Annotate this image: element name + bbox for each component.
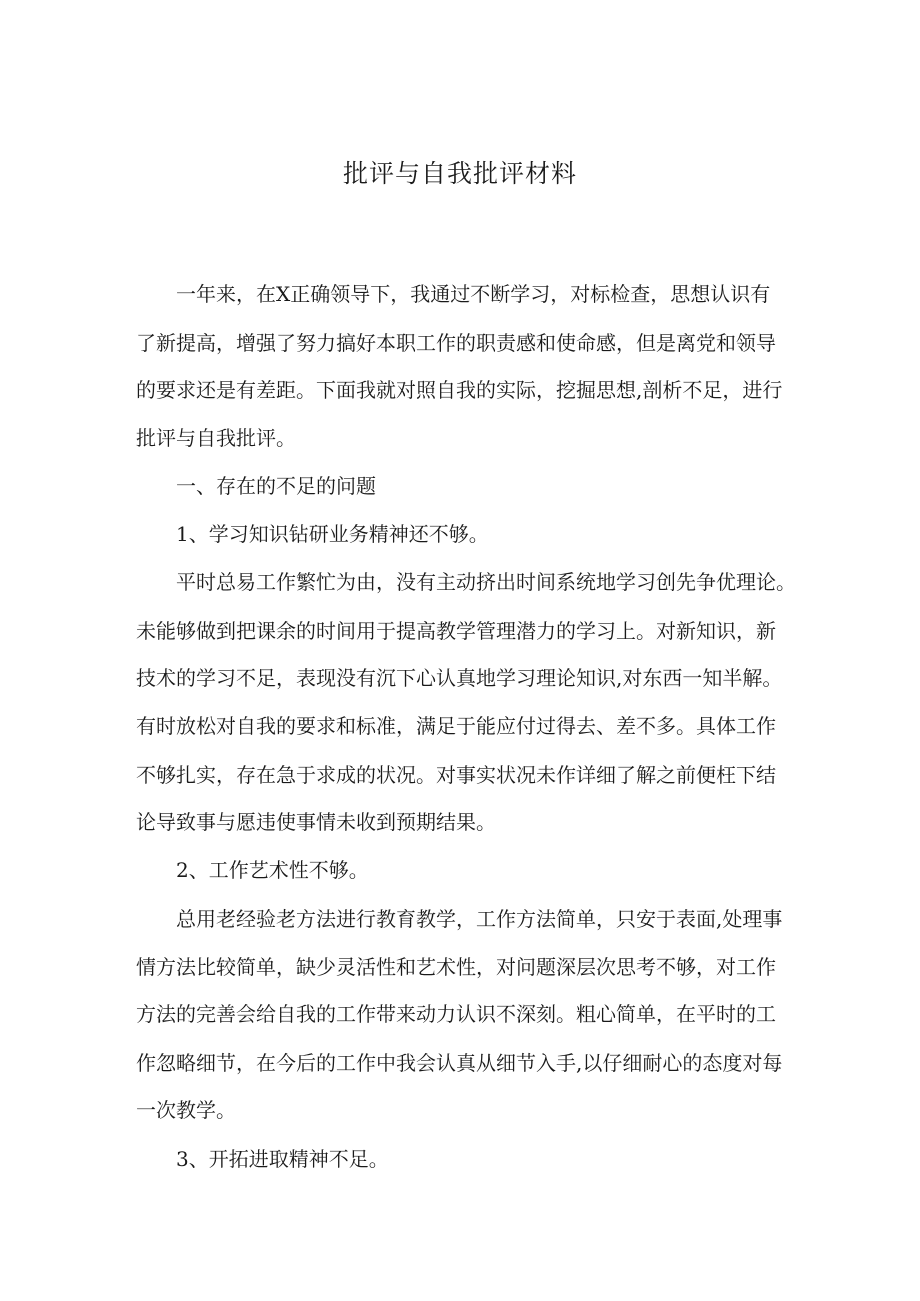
paragraph-line: 方法的完善会给自我的工作带来动力认识不深刻。粗心简单，在平时的工 bbox=[136, 1002, 776, 1026]
document-title: 批评与自我批评材料 bbox=[342, 159, 577, 188]
paragraph-line: 了新提高，增强了努力搞好本职工作的职责感和使命感，但是离党和领导 bbox=[136, 331, 776, 355]
section-heading: 一、存在的不足的问题 bbox=[176, 474, 376, 498]
subsection-heading: 3、开拓进取精神不足。 bbox=[176, 1147, 389, 1171]
paragraph-line: 未能够做到把课余的时间用于提高教学管理潜力的学习上。对新知识，新 bbox=[136, 619, 776, 643]
subsection-heading: 2、工作艺术性不够。 bbox=[176, 858, 369, 882]
paragraph-line: 总用老经验老方法进行教育教学，工作方法简单，只安于表面,处理事 bbox=[176, 907, 783, 931]
paragraph-line: 论导致事与愿违使事情未收到预期结果。 bbox=[136, 810, 496, 834]
paragraph-line: 作忽略细节，在今后的工作中我会认真从细节入手,以仔细耐心的态度对每 bbox=[136, 1051, 783, 1075]
subsection-heading: 1、学习知识钻研业务精神还不够。 bbox=[176, 522, 489, 546]
paragraph-line: 技术的学习不足，表现没有沉下心认真地学习理论知识,对东西一知半解。 bbox=[136, 666, 783, 690]
paragraph-line: 有时放松对自我的要求和标准，满足于能应付过得去、差不多。具体工作 bbox=[136, 714, 776, 738]
paragraph-line: 批评与自我批评。 bbox=[136, 426, 296, 450]
paragraph-line: 平时总易工作繁忙为由，没有主动挤出时间系统地学习创先争优理论。 bbox=[176, 570, 796, 594]
paragraph-line: 情方法比较简单，缺少灵活性和艺术性，对问题深层次思考不够，对工作 bbox=[136, 955, 776, 979]
paragraph-line: 的要求还是有差距。下面我就对照自我的实际，挖掘思想,剖析不足，进行 bbox=[136, 378, 783, 402]
paragraph-line: 一年来，在X正确领导下，我通过不断学习，对标检查，思想认识有 bbox=[176, 282, 771, 306]
paragraph-line: 一次教学。 bbox=[136, 1098, 236, 1122]
paragraph-line: 不够扎实，存在急于求成的状况。对事实状况未作详细了解之前便枉下结 bbox=[136, 763, 776, 787]
